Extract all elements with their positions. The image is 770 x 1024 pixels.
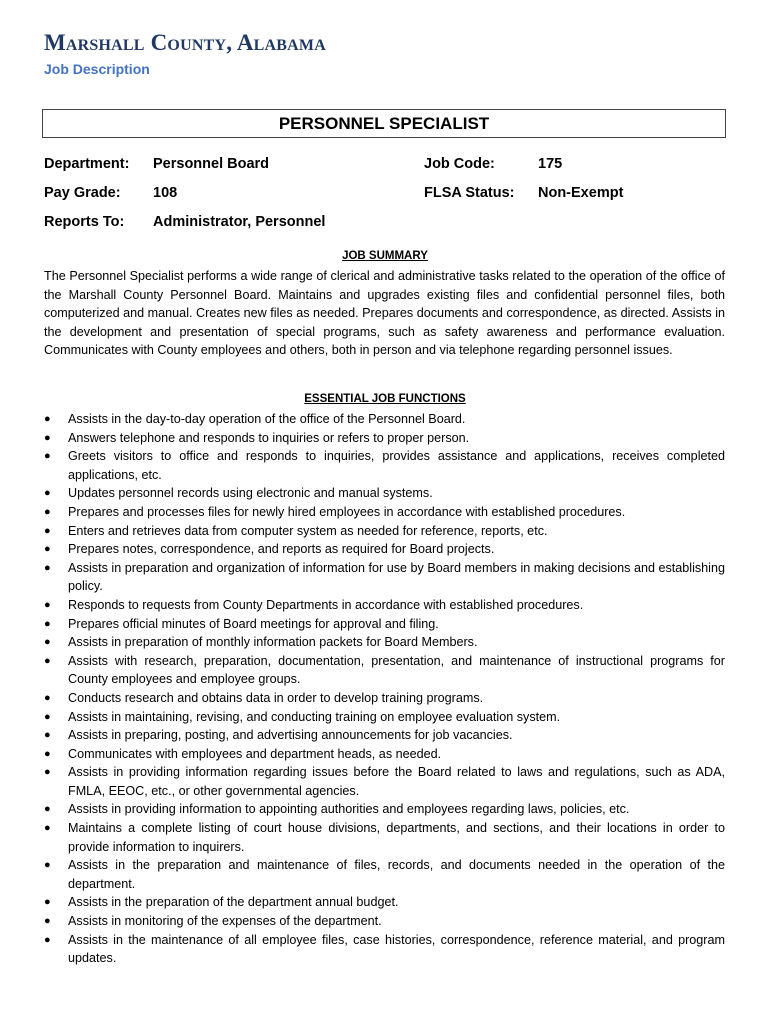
pay-grade-label: Pay Grade: xyxy=(44,185,121,201)
bullet-icon: ● xyxy=(44,859,51,872)
function-text: Assists in preparation of monthly information packets for Board Members. xyxy=(68,635,478,650)
bullet-icon: ● xyxy=(44,933,51,946)
bullet-icon: ● xyxy=(44,896,51,909)
function-text: Prepares official minutes of Board meetings for approval and filing. xyxy=(68,616,439,631)
function-list-item xyxy=(44,893,725,912)
function-list-item xyxy=(44,596,725,615)
bullet-icon: ● xyxy=(44,822,51,835)
bullet-icon: ● xyxy=(44,803,51,816)
function-list-item xyxy=(44,819,725,856)
pay-grade-value: 108 xyxy=(153,185,178,201)
function-text: Maintains a complete listing of court house divisions, departments, and sections, and their locations in order to provide information to inquirers. xyxy=(68,821,725,854)
function-text: Assists with research, preparation, documentation, presentation, and maintenance of instructional programs for County employees and employee groups. xyxy=(68,653,725,687)
function-text: Greets visitors to office and responds to inquiries, provides assistance and applications, receives completed applications, etc. xyxy=(68,449,725,482)
essential-functions-list xyxy=(44,410,725,968)
function-text: Assists in preparing, posting, and advertising announcements for job vacancies. xyxy=(68,728,513,743)
bullet-icon: ● xyxy=(44,915,51,928)
function-text: Assists in providing information regarding issues before the Board related to laws and regulations, such as ADA, FMLA, EEOC, etc., or other governmental agencies. xyxy=(68,765,725,798)
function-text: Conducts research and obtains data in order to develop training programs. xyxy=(68,690,484,705)
bullet-icon: ● xyxy=(44,561,51,574)
function-list-item xyxy=(44,503,725,522)
bullet-icon: ● xyxy=(44,524,51,537)
function-list-item xyxy=(44,745,725,764)
bullet-icon: ● xyxy=(44,710,51,723)
function-list-item xyxy=(44,652,725,689)
function-text: Answers telephone and responds to inquiries or refers to proper person. xyxy=(68,430,470,445)
reports-to-value: Administrator, Personnel xyxy=(153,214,326,230)
bullet-icon: ● xyxy=(44,691,51,704)
function-text: Responds to requests from County Departments in accordance with established procedures. xyxy=(68,597,584,612)
bullet-icon: ● xyxy=(44,617,51,630)
department-value: Personnel Board xyxy=(153,156,270,172)
function-list-item xyxy=(44,689,725,708)
function-text: Assists in the day-to-day operation of the office of the Personnel Board. xyxy=(68,412,466,426)
job-code-label: Job Code: xyxy=(424,156,495,172)
bullet-icon: ● xyxy=(44,505,51,518)
bullet-icon: ● xyxy=(44,729,51,742)
bullet-icon: ● xyxy=(44,636,51,649)
bullet-icon: ● xyxy=(44,450,51,463)
function-text: Assists in monitoring of the expenses of the department. xyxy=(68,914,382,929)
bullet-icon: ● xyxy=(44,487,51,500)
bullet-icon: ● xyxy=(44,747,51,760)
function-text: Assists in the preparation of the department annual budget. xyxy=(68,895,399,910)
function-text: Prepares notes, correspondence, and reports as required for Board projects. xyxy=(68,542,495,557)
job-code-value: 175 xyxy=(538,156,563,172)
function-text: Prepares and processes files for newly hired employees in accordance with established procedures. xyxy=(68,504,626,519)
flsa-status-label: FLSA Status: xyxy=(424,185,515,201)
function-text: Enters and retrieves data from computer system as needed for reference, reports, etc. xyxy=(68,523,548,538)
function-list-item xyxy=(44,800,725,819)
bullet-icon: ● xyxy=(44,654,51,667)
function-text: Communicates with employees and department heads, as needed. xyxy=(68,746,442,761)
flsa-status-value: Non-Exempt xyxy=(538,185,624,201)
bullet-icon: ● xyxy=(44,413,51,425)
function-list-item xyxy=(44,447,725,484)
function-list-item xyxy=(44,559,725,596)
essential-functions-heading: ESSENTIAL JOB FUNCTIONS xyxy=(304,393,466,405)
function-list-item xyxy=(44,615,725,634)
function-text: Assists in providing information to appointing authorities and employees regarding laws, policies, etc. xyxy=(68,802,630,817)
job-summary-heading: JOB SUMMARY xyxy=(342,250,428,262)
bullet-icon: ● xyxy=(44,431,51,444)
job-title: PERSONNEL SPECIALIST xyxy=(278,113,490,133)
department-label: Department: xyxy=(44,156,130,172)
function-text: Assists in the preparation and maintenance of files, records, and documents needed in the operation of the department. xyxy=(68,858,725,891)
function-list-item xyxy=(44,429,725,448)
function-list-item xyxy=(44,856,725,893)
function-list-item xyxy=(44,540,725,559)
function-text: Assists in maintaining, revising, and conducting training on employee evaluation system. xyxy=(68,709,561,724)
job-summary-text: The Personnel Specialist performs a wide range of clerical and administrative tasks related to the operation of the office of the Marshall County Personnel Board. Maintains and upgrades existing files and confidential personnel files, both computerized and manual. Creates new files as needed. Prepares documents and correspondence, as directed. Assists in the development and presentation of special programs, such as safety awareness and performance evaluation. Communicates with County employees and others, both in person and via telephone regarding personnel issues. xyxy=(44,269,725,358)
function-list-item xyxy=(44,484,725,503)
function-list-item xyxy=(44,410,725,429)
function-list-item xyxy=(44,931,725,968)
function-list-item xyxy=(44,912,725,931)
function-list-item xyxy=(44,708,725,727)
function-list-item xyxy=(44,763,725,800)
function-text: Assists in preparation and organization of information for use by Board members in making decisions and establishing policy. xyxy=(68,560,725,594)
bullet-icon: ● xyxy=(44,543,51,556)
function-text: Updates personnel records using electronic and manual systems. xyxy=(68,486,433,501)
function-text: Assists in the maintenance of all employee files, case histories, correspondence, reference material, and program updates. xyxy=(68,932,725,966)
function-list-item xyxy=(44,726,725,745)
document-type: Job Description xyxy=(44,61,150,77)
function-list-item xyxy=(44,633,725,652)
county-title: Marshall County, Alabama xyxy=(44,30,326,55)
function-list-item xyxy=(44,522,725,541)
bullet-icon: ● xyxy=(44,598,51,611)
job-title-box xyxy=(42,109,726,138)
bullet-icon: ● xyxy=(44,766,51,779)
reports-to-label: Reports To: xyxy=(44,214,125,230)
